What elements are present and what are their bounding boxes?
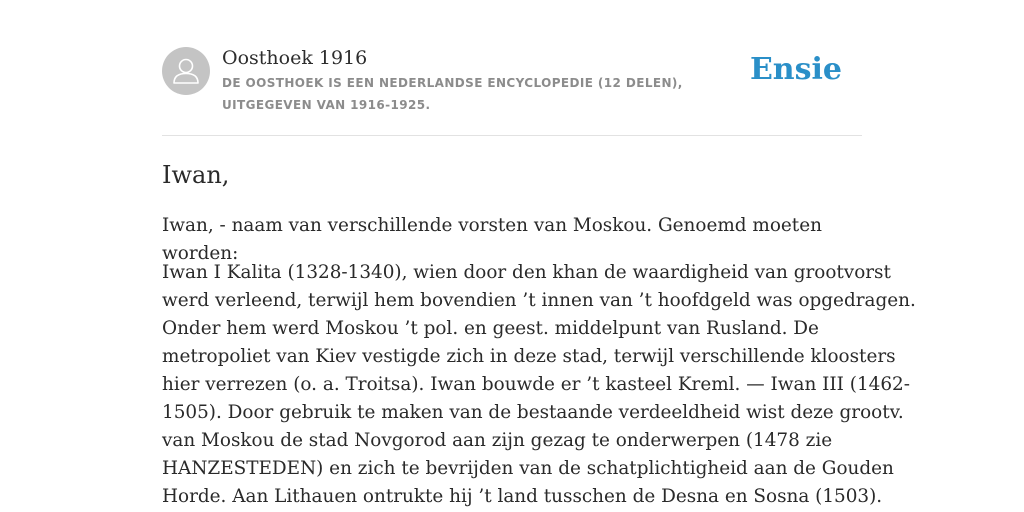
paragraph-line: Iwan I Kalita (1328-1340), wien door den khan de waardigheid van grootvorst	[162, 262, 891, 283]
user-silhouette-icon[interactable]	[162, 47, 210, 95]
paragraph-line: Horde. Aan Lithauen ontrukte hij ’t land tusschen de Desna en Sosna (1503).	[162, 486, 883, 507]
paragraph-line: HANZESTEDEN) en zich te bevrijden van de schatplichtigheid aan de Gouden	[162, 458, 894, 479]
paragraph-line: metropoliet van Kiev vestigde zich in deze stad, terwijl verschillende kloosters	[162, 346, 896, 367]
paragraph-line: werd verleend, terwijl hem bovendien ’t innen van ’t hoofdgeld was opgedragen.	[162, 290, 916, 311]
source-header	[162, 0, 862, 136]
page-content	[162, 0, 916, 507]
article-intro-paragraph: Iwan, - naam van verschillende vorsten van Moskou. Genoemd moeten worden:	[162, 215, 822, 264]
source-description: DE OOSTHOEK IS EEN NEDERLANDSE ENCYCLOPEDIE (12 DELEN), UITGEGEVEN VAN 1916-1925.	[222, 76, 683, 112]
paragraph-line: hier verrezen (o. a. Troitsa). Iwan bouwde er ’t kasteel Kreml. — Iwan III (1462-	[162, 374, 910, 395]
article-body-paragraph	[162, 259, 916, 511]
source-title[interactable]: Oosthoek 1916	[222, 47, 368, 69]
paragraph-line: Onder hem werd Moskou ’t pol. en geest. middelpunt van Rusland. De	[162, 318, 819, 339]
brand-logo-link[interactable]: Ensie	[749, 52, 842, 87]
paragraph-line: van Moskou de stad Novgorod aan zijn gezag te onderwerpen (1478 zie	[162, 430, 833, 451]
paragraph-line: 1505). Door gebruik te maken van de bestaande verdeeldheid wist deze grootv.	[162, 402, 904, 423]
article-title: Iwan,	[162, 161, 230, 189]
